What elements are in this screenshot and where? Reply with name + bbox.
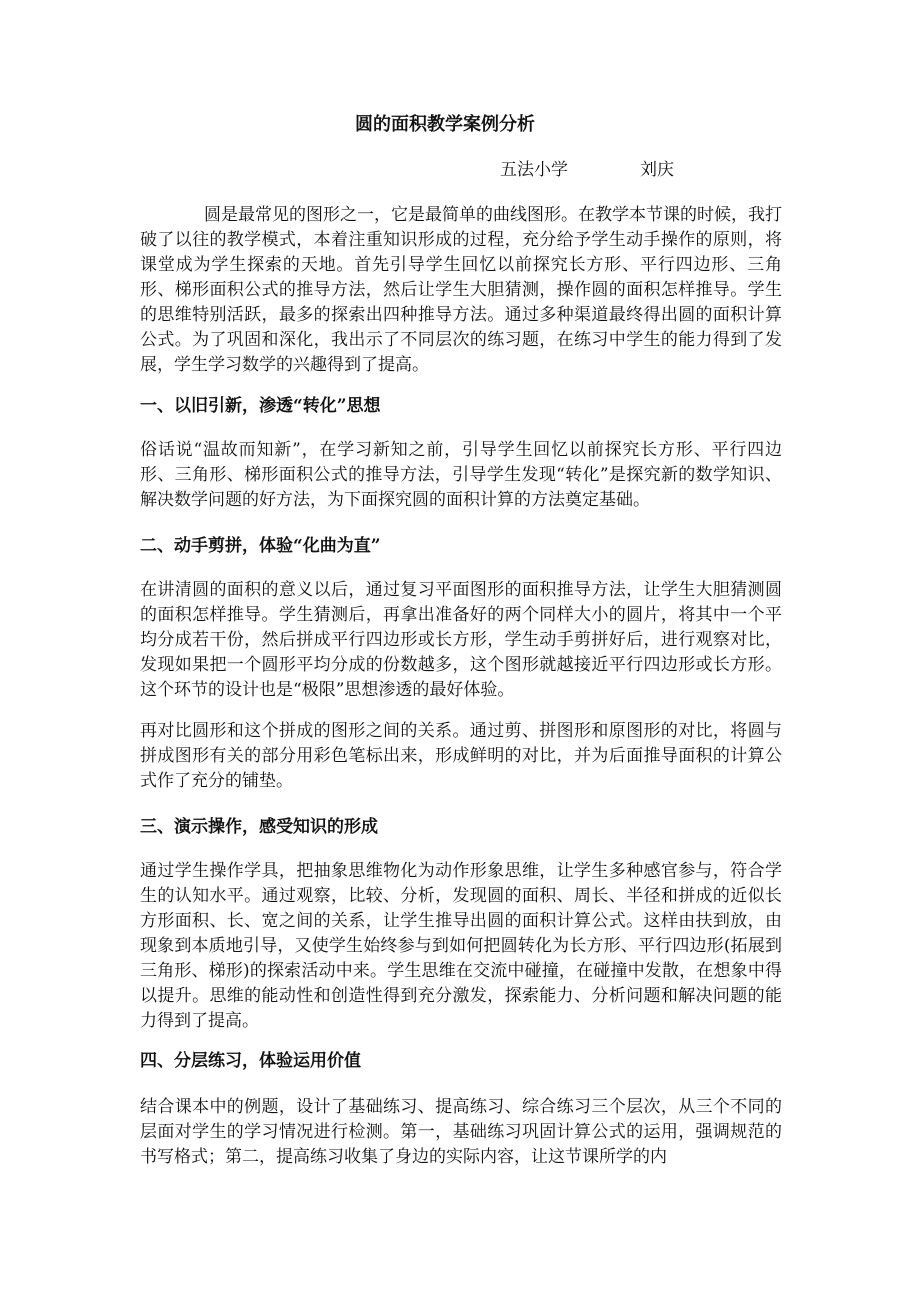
section-4-paragraph: 结合课本中的例题，设计了基础练习、提高练习、综合练习三个层次，从三个不同的层面对学生的学习情况进行检测。第一，基础练习巩固计算公式的运用，强调规范的书写格式；第二，提高练习收集了身边的实际内容，让这节课所学的内 [140, 1097, 782, 1167]
section-2-paragraph-2: 再对比圆形和这个拼成的图形之间的关系。通过剪、拼图形和原图形的对比，将圆与拼成图形有关的部分用彩色笔标出来，形成鲜明的对比，并为后面推导面积的计算公式作了充分的铺垫。 [140, 721, 782, 791]
section-2-paragraph-1: 在讲清圆的面积的意义以后，通过复习平面图形的面积推导方法，让学生大胆猜测圆的面积怎样推导。学生猜测后，再拿出准备好的两个同样大小的圆片，将其中一个平均分成若干份，然后拼成平行四边形或长方形，学生动手剪拼好后，进行观察对比，发现如果把一个圆形平均分成的份数越多，这个图形就越接近平行四边形或长方形。这个环节的设计也是“极限”思想渗透的最好体验。 [140, 580, 782, 700]
document-title: 圆的面积教学案例分析 [355, 114, 535, 135]
section-heading-2: 二、动手剪拼，体验“化曲为直” [140, 536, 381, 556]
section-heading-3: 三、演示操作，感受知识的形成 [140, 817, 378, 837]
section-3-paragraph: 通过学生操作学具，把抽象思维物化为动作形象思维，让学生多种感官参与，符合学生的认知水平。通过观察，比较、分析，发现圆的面积、周长、半径和拼成的近似长方形面积、长、宽之间的关系，让学生推导出圆的面积计算公式。这样由扶到放，由现象到本质地引导，又使学生始终参与到如何把圆转化为长方形、平行四边形(拓展到三角形、梯形)的探索活动中来。学生思维在交流中碰撞，在碰撞中发散，在想象中得以提升。思维的能动性和创造性得到充分激发，探索能力、分析问题和解决问题的能力得到了提高。 [140, 861, 782, 1031]
section-1-paragraph: 俗话说“温故而知新”，在学习新知之前，引导学生回忆以前探究长方形、平行四边形、三角形、梯形面积公式的推导方法，引导学生发现“转化”是探究新的数学知识、解决数学问题的好方法，为下面探究圆的面积计算的方法奠定基础。 [140, 440, 782, 510]
section-heading-4: 四、分层练习，体验运用价值 [140, 1051, 361, 1071]
intro-paragraph: 圆是最常见的图形之一，它是最简单的曲线图形。在教学本节课的时候，我打破了以往的教学模式，本着注重知识形成的过程，充分给予学生动手操作的原则，将课堂成为学生探索的天地。首先引导学生回忆以前探究长方形、平行四边形、三角形、梯形面积公式的推导方法，然后让学生大胆猜测，操作圆的面积怎样推导。学生的思维特别活跃，最多的探索出四种推导方法。通过多种渠道最终得出圆的面积计算公式。为了巩固和深化，我出示了不同层次的练习题，在练习中学生的能力得到了发展，学生学习数学的兴趣得到了提高。 [140, 205, 782, 375]
school-name: 五法小学 [500, 160, 568, 180]
author-name: 刘庆 [640, 160, 674, 180]
author-line [500, 157, 674, 183]
section-heading-1: 一、以旧引新，渗透“转化”思想 [140, 396, 381, 416]
